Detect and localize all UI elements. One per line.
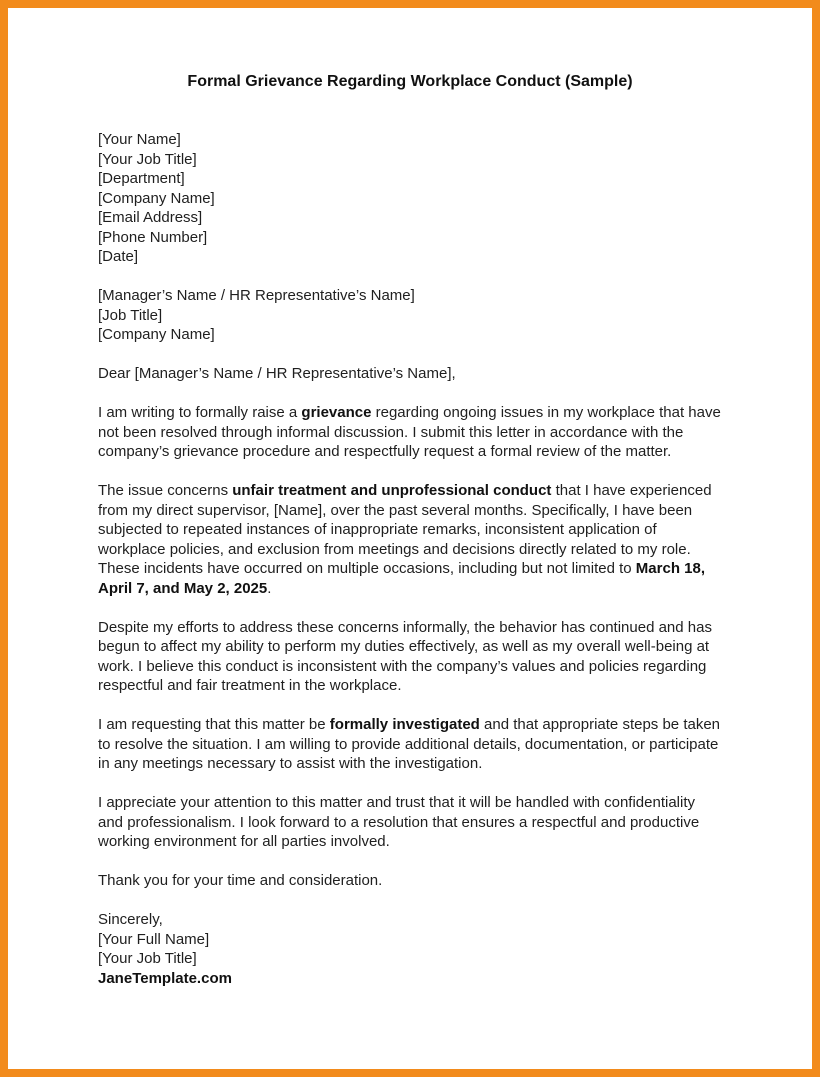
letter-paragraph: I appreciate your attention to this matter and trust that it will be handled with confidentiality and professionalism. I look forward to a resolution that ensures a respectful and productive working environment for all parties involved. — [98, 794, 700, 850]
letter-paragraph: Thank you for your time and consideration. — [98, 872, 383, 889]
letter-line: [Email Address] — [98, 209, 203, 226]
letter-line: [Job Title] — [98, 306, 163, 324]
website-text: JaneTemplate.com — [98, 969, 232, 987]
letter-body — [98, 403, 722, 891]
recipient-block — [98, 286, 722, 345]
letter-paragraph: The issue concerns unfair treatment and unprofessional conduct that I have experienced from my direct supervisor, [Name], over the past several months. Specifically, I have been subjected to repeated instances of inappropriate remarks, inconsistent application of workplace policies, and exclusion from meetings and decisions directly related to my role. These incidents have occurred on multiple occasions, including but not limited to March 18, April 7, and May 2, 2025. — [98, 482, 712, 597]
letter-line: [Manager’s Name / HR Representative’s Name] — [98, 287, 415, 304]
sender-block — [98, 130, 722, 267]
letter-line: [Your Job Title] — [98, 150, 197, 168]
letter-paragraph: I am requesting that this matter be formally investigated and that appropriate steps be taken to resolve the situation. I am willing to provide additional details, documentation, or participate in any meetings necessary to assist with the investigation. — [98, 716, 721, 772]
letter-line: [Your Job Title] — [98, 950, 197, 967]
letter-line: [Company Name] — [98, 189, 215, 207]
letter-paragraph: I am writing to formally raise a grievance regarding ongoing issues in my workplace that have not been resolved through informal discussion. I submit this letter in accordance with the company’s grievance procedure and respectfully request a formal review of the matter. — [98, 404, 721, 460]
letter-line: [Company Name] — [98, 326, 215, 343]
letter-content — [8, 8, 812, 1069]
letter-line: Sincerely, — [98, 911, 163, 928]
letter-line: [Department] — [98, 170, 185, 187]
letter-line: [Your Full Name] — [98, 930, 210, 948]
letter-line: [Phone Number] — [98, 228, 208, 246]
letter-paragraph: Despite my efforts to address these concerns informally, the behavior has continued and has begun to affect my ability to perform my duties effectively, as well as my overall well-being at work. I believe this conduct is inconsistent with the company’s values and policies regarding respectful and fair treatment in the workplace. — [98, 618, 712, 694]
letter-title: Formal Grievance Regarding Workplace Conduct (Sample) — [187, 73, 633, 90]
letter-line: [Date] — [98, 248, 139, 265]
closing-block — [98, 910, 722, 988]
salutation: Dear [Manager’s Name / HR Representative’s Name], — [98, 365, 456, 382]
letter-line: [Your Name] — [98, 131, 181, 148]
